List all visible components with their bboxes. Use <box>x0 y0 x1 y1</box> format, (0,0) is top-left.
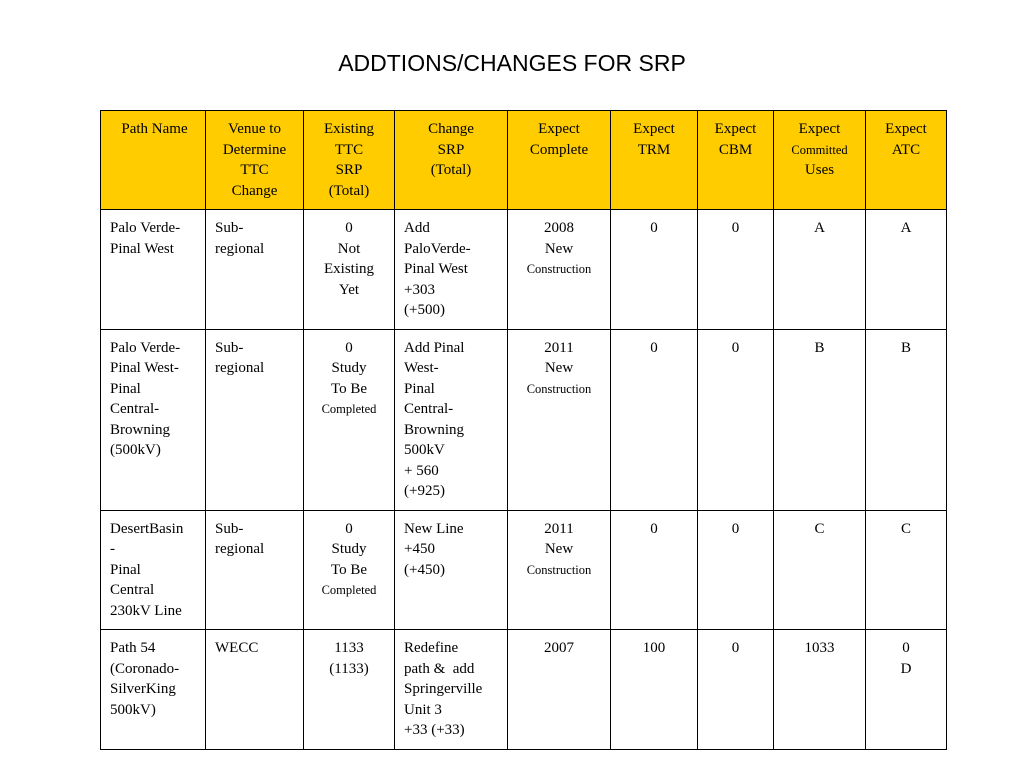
cell-expect-trm: 100 <box>611 630 698 750</box>
cell-expect-committed-uses: 1033 <box>774 630 866 750</box>
cell-expect-committed-uses: A <box>774 210 866 330</box>
cell-change-srp: New Line +450 (+450) <box>395 510 508 630</box>
cell-path-name: Palo Verde- Pinal West- Pinal Central- Browning (500kV) <box>101 329 206 510</box>
cell-path-name: Path 54 (Coronado- SilverKing 500kV) <box>101 630 206 750</box>
table-row <box>101 210 947 330</box>
cell-change-srp: Redefine path & add Springerville Unit 3 +33 (+33) <box>395 630 508 750</box>
cell-expect-atc: 0 D <box>866 630 947 750</box>
column-header-existing-ttc: Existing TTC SRP (Total) <box>304 111 395 210</box>
cell-expect-trm: 0 <box>611 329 698 510</box>
cell-path-name: Palo Verde- Pinal West <box>101 210 206 330</box>
cell-change-srp: Add Pinal West- Pinal Central- Browning 500kV + 560 (+925) <box>395 329 508 510</box>
column-header-venue: Venue to Determine TTC Change <box>206 111 304 210</box>
page-title: ADDTIONS/CHANGES FOR SRP <box>338 50 686 76</box>
cell-expect-atc: C <box>866 510 947 630</box>
column-header-expect-complete: Expect Complete <box>508 111 611 210</box>
column-header-change-srp: Change SRP (Total) <box>395 111 508 210</box>
column-header-expect-trm: Expect TRM <box>611 111 698 210</box>
cell-expect-trm: 0 <box>611 510 698 630</box>
cell-expect-cbm: 0 <box>698 510 774 630</box>
cell-expect-committed-uses: B <box>774 329 866 510</box>
cell-venue: Sub- regional <box>206 329 304 510</box>
cell-venue: Sub- regional <box>206 210 304 330</box>
table-header-row <box>101 111 947 210</box>
cell-expect-complete: 2011 New Construction <box>508 510 611 630</box>
cell-change-srp: Add PaloVerde- Pinal West +303 (+500) <box>395 210 508 330</box>
cell-venue: WECC <box>206 630 304 750</box>
column-header-expect-cbm: Expect CBM <box>698 111 774 210</box>
column-header-expect-committed-uses: Expect Committed Uses <box>774 111 866 210</box>
cell-expect-trm: 0 <box>611 210 698 330</box>
cell-path-name: DesertBasin - Pinal Central 230kV Line <box>101 510 206 630</box>
cell-expect-complete: 2007 <box>508 630 611 750</box>
cell-existing-ttc: 1133 (1133) <box>304 630 395 750</box>
cell-existing-ttc: 0 Not Existing Yet <box>304 210 395 330</box>
column-header-expect-atc: Expect ATC <box>866 111 947 210</box>
column-header-path-name: Path Name <box>101 111 206 210</box>
cell-expect-cbm: 0 <box>698 210 774 330</box>
cell-expect-cbm: 0 <box>698 329 774 510</box>
table-row <box>101 510 947 630</box>
cell-expect-committed-uses: C <box>774 510 866 630</box>
cell-venue: Sub- regional <box>206 510 304 630</box>
table-row <box>101 329 947 510</box>
cell-expect-complete: 2008 New Construction <box>508 210 611 330</box>
cell-existing-ttc: 0 Study To Be Completed <box>304 510 395 630</box>
cell-expect-atc: A <box>866 210 947 330</box>
srp-changes-table <box>100 110 947 750</box>
cell-existing-ttc: 0 Study To Be Completed <box>304 329 395 510</box>
cell-expect-atc: B <box>866 329 947 510</box>
table-row <box>101 630 947 750</box>
cell-expect-cbm: 0 <box>698 630 774 750</box>
cell-expect-complete: 2011 New Construction <box>508 329 611 510</box>
